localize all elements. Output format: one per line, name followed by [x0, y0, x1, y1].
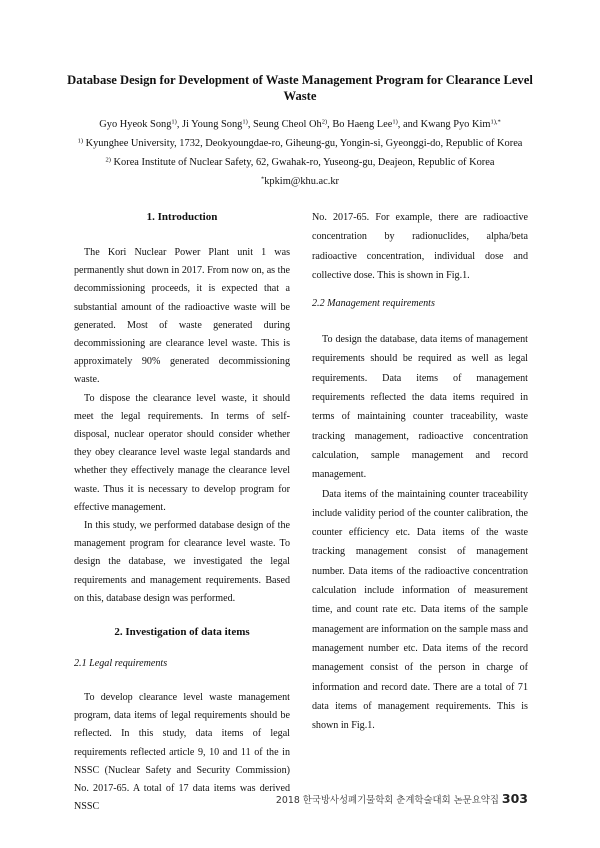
intro-paragraph-3: In this study, we performed database design of the management program for clearance level waste. To design the database, we investigated the legal requirements and management requirements. Based on this, database design was performed.	[74, 520, 290, 604]
intro-paragraph-1: The Kori Nuclear Power Plant unit 1 was permanently shut down in 2017. From now on, as the decommissioning proceeds, it is expected that a substantial amount of the radioactive waste will be generated. Most of waste generated during decommissioning are clearance level waste. This is approximately 90% generated decommissioning waste.	[74, 247, 290, 386]
author-name: Bo Haeng Lee	[332, 119, 393, 130]
page-number: 303	[501, 791, 528, 806]
subsection-heading-management: 2.2 Management requirements	[312, 298, 435, 310]
intro-paragraph-2: To dispose the clearance level waste, it should meet the legal requirements. In terms of self-disposal, nuclear operator should consider whether they obey clearance level waste legal standards and whether they effectively manage the clearance level waste. Thus it is necessary to develop program for effective management.	[74, 392, 290, 513]
author-affiliation-mark: 1)	[171, 118, 177, 126]
affiliation-mark: 2)	[105, 156, 111, 164]
author-separator: ,	[176, 119, 183, 130]
affiliation-text: Kyunghee University, 1732, Deokyoungdae-ro, Giheung-gu, Yongin-si, Gyeonggi-do, Republic of Korea	[85, 138, 523, 149]
author-separator: ,	[247, 119, 254, 130]
author-separator: ,	[327, 119, 333, 130]
page-footer	[276, 791, 528, 806]
section-heading-introduction: 1. Introduction	[146, 211, 218, 223]
legal-paragraph: To develop clearance level waste management program, data items of legal requirements should be reflected. In this study, data items of legal requirements reflected article 9, 10 and 11 of the in NSSC (Nuclear Safety and Security Commission) No. 2017-65. A total of 17 data items was derived NSSC	[74, 692, 290, 813]
left-column	[74, 208, 290, 816]
author-affiliation-mark: 2)	[321, 118, 328, 126]
affiliation-text: Korea Institute of Nuclear Safety, 62, Gwahak-ro, Yuseong-gu, Deajeon, Republic of Korea	[113, 157, 495, 168]
author-name: Ji Young Song	[182, 119, 243, 130]
affiliation-2	[60, 156, 540, 170]
email-mark: *	[260, 175, 265, 183]
affiliation-1	[60, 137, 540, 151]
author-conjunction: and	[402, 119, 421, 130]
legal-paragraph-continued: No. 2017-65. For example, there are radioactive concentration by radionuclides, alpha/beta radioactive concentration, individual dose and collective dose. This is shown in Fig.1.	[312, 212, 528, 281]
subsection-heading-legal: 2.1 Legal requirements	[74, 658, 168, 670]
author-affiliation-mark: 1)	[242, 118, 248, 126]
section-heading-investigation: 2. Investigation of data items	[114, 626, 250, 639]
right-column	[312, 208, 528, 735]
author-list	[60, 118, 540, 132]
author-name: Seung Cheol Oh	[253, 119, 322, 130]
author-name: Kwang Pyo Kim	[420, 119, 491, 130]
management-paragraph-2: Data items of the maintaining counter traceability include validity period of the counter calibration, the counter efficiency etc. Data items of the waste tracking management consist of management number. Data items of the radioactive concentration calculation include information of measurement time, and count rate etc. Data items of the sample management are information on the sample mass and management number etc. Data items of the record management consist of the person in charge of information and record date. There are a total of 71 data items of management requirements. This is shown in Fig.1.	[312, 488, 528, 732]
paper-title: Database Design for Development of Waste Management Program for Clearance Level Waste	[67, 73, 533, 103]
email-text: kpkim@khu.ac.kr	[264, 176, 340, 187]
corresponding-email	[60, 175, 540, 189]
conference-name: 2018 한국방사성폐기물학회 춘계학술대회 논문요약집	[275, 795, 499, 806]
author-affiliation-mark: 1)	[392, 118, 398, 126]
affiliation-mark: 1)	[77, 137, 83, 145]
author-separator: ,	[397, 119, 403, 130]
management-paragraph-1: To design the database, data items of management requirements should be required as well as legal requirements. Data items of management requirements reflected the data items required in terms of maintaining counter traceability, waste tracking management, radioactive concentration calculation, sample management and record management.	[312, 334, 528, 481]
author-affiliation-mark: 1),*	[490, 118, 501, 126]
author-name: Gyo Hyeok Song	[99, 119, 172, 130]
